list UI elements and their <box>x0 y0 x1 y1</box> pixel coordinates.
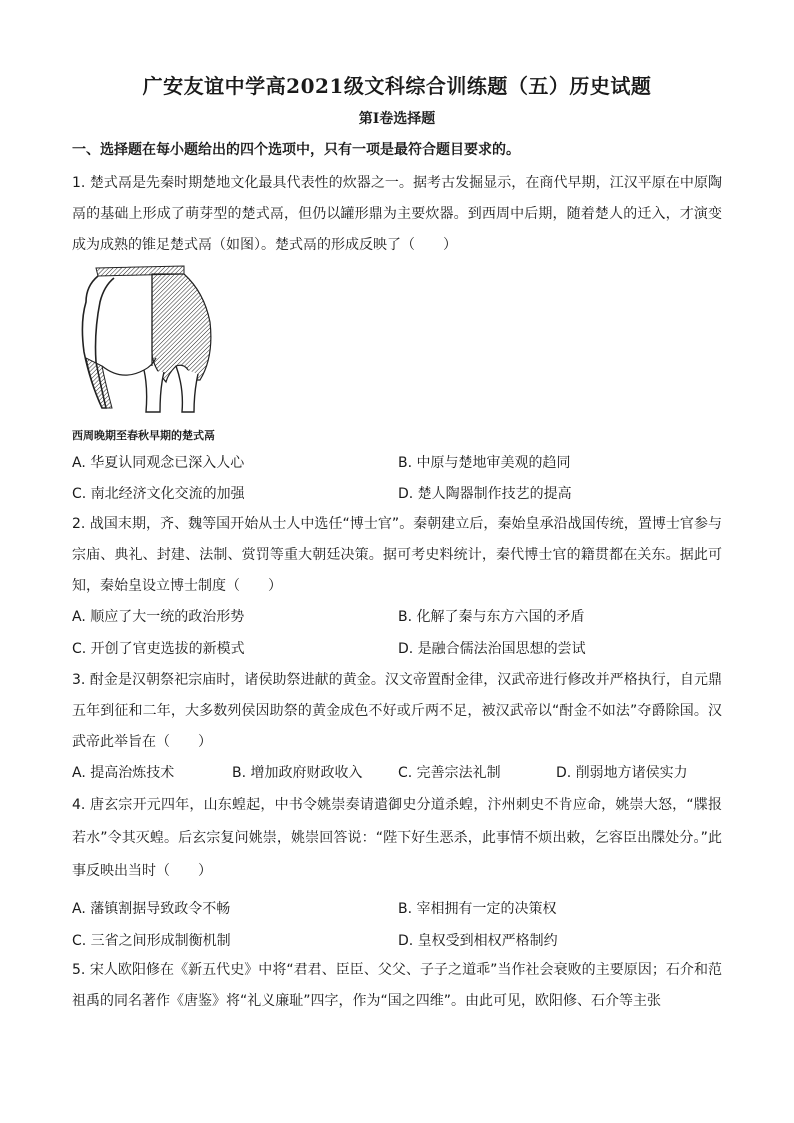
section-heading: 一、选择题在每小题给出的四个选项中，只有一项是最符合题目要求的。 <box>72 142 520 158</box>
option-d[interactable]: D. 皇权受到相权严格制约 <box>398 933 558 949</box>
option-a[interactable]: A. 提高治炼技术 <box>72 765 175 781</box>
option-c[interactable]: C. 三省之间形成制衡机制 <box>72 933 231 949</box>
option-d[interactable]: D. 是融合儒法治国思想的尝试 <box>398 641 586 657</box>
exam-title: 广安友谊中学高2021级文科综合训练题（五）历史试题 <box>142 74 652 98</box>
option-a[interactable]: A. 顺应了大一统的政治形势 <box>72 609 245 625</box>
option-c[interactable]: C. 南北经济文化交流的加强 <box>72 486 245 502</box>
option-b[interactable]: B. 中原与楚地审美观的趋同 <box>398 455 571 471</box>
option-c[interactable]: C. 完善宗法礼制 <box>398 765 501 781</box>
option-d[interactable]: D. 楚人陶器制作技艺的提高 <box>398 486 572 502</box>
option-d[interactable]: D. 削弱地方诸侯实力 <box>556 765 688 781</box>
question-5-stem: 5. 宋人欧阳修在《新五代史》中将“君君、臣臣、父父、子子之道乖”当作社会衰败的主要原因；石介和范祖禹的同名著作《唐鉴》将“礼义廉耻”四字，作为“国之四维”。由此可见，欧阳修、石介等主张 <box>72 962 722 1009</box>
question-3-stem: 3. 酎金是汉朝祭祀宗庙时，诸侯助祭进献的黄金。汉文帝置酎金律，汉武帝进行修改并严格执行，自元鼎五年到征和二年，大多数列侯因助祭的黄金成色不好或斤两不足，被汉武帝以“酎金不如法”夺爵除国。汉武帝此举旨在（ ） <box>72 672 722 750</box>
chu-style-li-vessel-figure <box>72 262 228 416</box>
figure-caption: 西周晚期至春秋早期的楚式鬲 <box>72 429 215 442</box>
option-c[interactable]: C. 开创了官吏选拔的新模式 <box>72 641 245 657</box>
option-b[interactable]: B. 增加政府财政收入 <box>232 765 363 781</box>
question-1-stem: 1. 楚式鬲是先秦时期楚地文化最具代表性的炊器之一。据考古发掘显示，在商代早期，江汉平原在中原陶鬲的基础上形成了萌芽型的楚式鬲，但仍以罐形鼎为主要炊器。到西周中后期，随着楚人的迁入，才演变成为成熟的锥足楚式鬲（如图）。楚式鬲的形成反映了（ ） <box>72 175 722 253</box>
exam-subtitle: 第Ⅰ卷选择题 <box>358 111 436 127</box>
question-4-stem: 4. 唐玄宗开元四年，山东蝗起，中书令姚崇奏请遣御史分道杀蝗，汴州刺史不肯应命，姚崇大怒，“牒报若水”令其灭蝗。后玄宗复问姚崇，姚崇回答说：“陛下好生恶杀，此事情不烦出敕，乞容臣出牒处分。”此事反映出当时（ ） <box>72 797 722 879</box>
option-a[interactable]: A. 藩镇割据导致政令不畅 <box>72 901 231 917</box>
option-a[interactable]: A. 华夏认同观念已深入人心 <box>72 455 245 471</box>
option-b[interactable]: B. 化解了秦与东方六国的矛盾 <box>398 609 585 625</box>
question-2-stem: 2. 战国末期，齐、魏等国开始从士人中选任“博士官”。秦朝建立后，秦始皇承沿战国传统，置博士官参与宗庙、典礼、封建、法制、赏罚等重大朝廷决策。据可考史料统计，秦代博士官的籍贯都在关东。据此可知，秦始皇设立博士制度（ ） <box>72 516 722 594</box>
option-b[interactable]: B. 宰相拥有一定的决策权 <box>398 901 557 917</box>
